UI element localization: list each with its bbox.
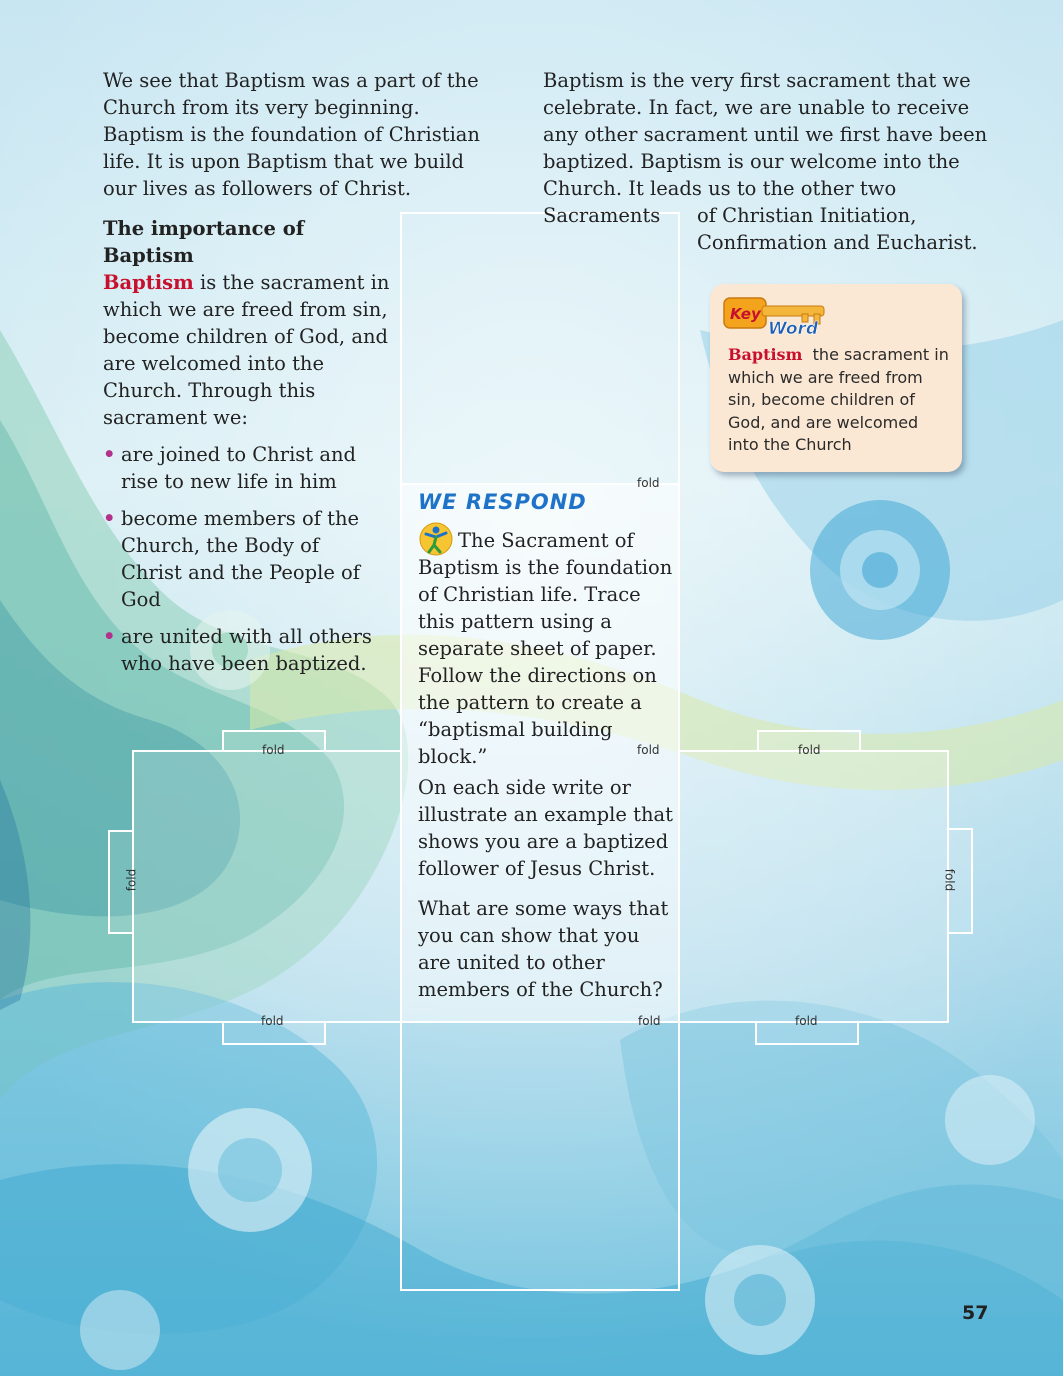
key-word-definition bbox=[728, 344, 953, 457]
intro-line: Confirmation and Eucharist. bbox=[697, 231, 978, 254]
intro-line: of Christian Initiation, bbox=[697, 204, 917, 227]
intro-line: any other sacrament until we first have been bbox=[543, 123, 988, 146]
list-item: • are united with all others who have been baptized. bbox=[103, 623, 373, 677]
section-heading: The importance of Baptism bbox=[103, 217, 305, 267]
list-item: • become members of the Church, the Body of Christ and the People of God bbox=[103, 505, 373, 613]
fold-label: fold bbox=[798, 743, 821, 757]
instructions-paragraph: The Sacrament of Baptism is the foundation of Christian life. Trace this pattern using a separate sheet of paper. Follow the directions on the pattern to create a “baptismal building block.” bbox=[418, 529, 673, 768]
intro-text: We see that Baptism was a part of the Church from its very beginning. Baptism is the foundation of Christian life. It is upon Baptism that we build our lives as followers of Christ. bbox=[103, 69, 480, 200]
page-number: 57 bbox=[962, 1302, 989, 1324]
key-word-term: Baptism bbox=[728, 345, 803, 364]
fold-label: fold bbox=[261, 1014, 284, 1028]
fold-label: fold bbox=[262, 743, 285, 757]
pattern-right-panel bbox=[678, 750, 949, 1023]
intro-line: baptized. Baptism is our welcome into the bbox=[543, 150, 960, 173]
highlighted-term: Baptism bbox=[103, 271, 194, 294]
pattern-top-panel bbox=[400, 212, 680, 485]
intro-paragraph-left bbox=[103, 67, 498, 202]
we-respond-prompts bbox=[418, 774, 673, 1003]
fold-label: fold bbox=[637, 476, 660, 490]
key-word-box bbox=[710, 284, 962, 472]
pattern-bottom-panel bbox=[400, 1021, 680, 1291]
importance-section bbox=[103, 215, 393, 687]
key-word-text: the sacrament in which we are freed from sin, become children of God, and are welcomed into the Church bbox=[728, 345, 949, 454]
fold-label: fold bbox=[638, 1014, 661, 1028]
we-respond-instructions bbox=[418, 527, 673, 770]
pattern-left-panel bbox=[132, 750, 402, 1023]
intro-paragraph-right-tail bbox=[697, 202, 1017, 256]
we-respond-title: WE RESPOND bbox=[418, 490, 587, 514]
prompt-paragraph: On each side write or illustrate an example that shows you are a baptized follower of Jesus Christ. bbox=[418, 776, 673, 880]
key-word-badge-icon bbox=[722, 292, 832, 338]
badge-key-text: Key bbox=[730, 305, 761, 323]
fold-label: fold bbox=[942, 868, 957, 892]
intro-line: Church. It leads us to the other two Sacraments bbox=[543, 177, 897, 227]
fold-label: fold bbox=[124, 868, 139, 892]
fold-label: fold bbox=[795, 1014, 818, 1028]
prompt-paragraph: What are some ways that you can show that you are united to other members of the Church? bbox=[418, 897, 669, 1001]
list-item: • are joined to Christ and rise to new life in him bbox=[103, 441, 373, 495]
definition-text: is the sacrament in which we are freed from sin, become children of God, and are welcomed into the Church. Through this sacrament we: bbox=[103, 271, 390, 429]
intro-line: Baptism is the very first sacrament that we bbox=[543, 69, 971, 92]
badge-word-text: Word bbox=[768, 319, 819, 338]
definition-paragraph bbox=[103, 269, 393, 431]
benefit-list bbox=[103, 441, 373, 677]
fold-label: fold bbox=[637, 743, 660, 757]
intro-line: celebrate. In fact, we are unable to receive bbox=[543, 96, 970, 119]
